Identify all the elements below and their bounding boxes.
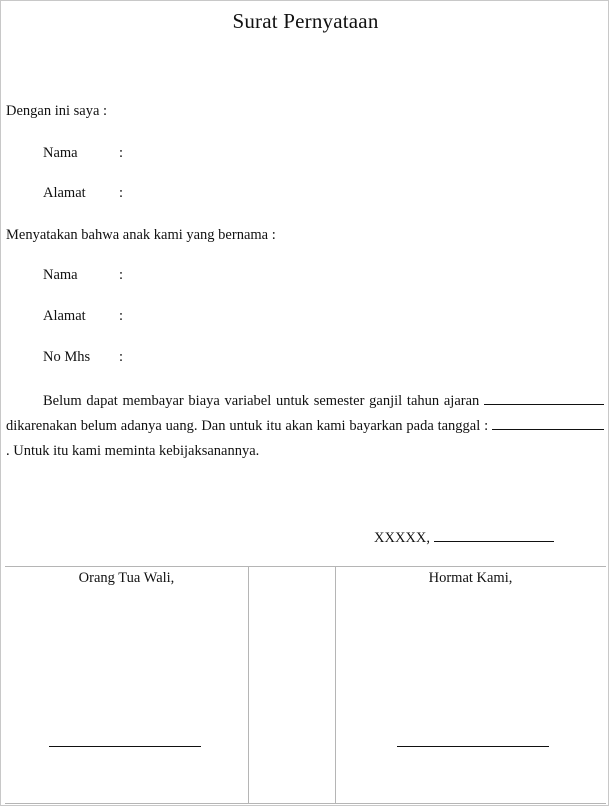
parent-signature-line [49,746,201,747]
parent-signature-label: Orang Tua Wali, [78,570,175,586]
page-title: Surat Pernyataan [232,9,379,33]
field-label: Nama [43,267,78,283]
place-date-line [374,527,554,547]
date-signature-blank [434,527,554,542]
sender-signature-line [397,746,549,747]
place-text: XXXXX, [374,530,430,546]
statement-text: Menyatakan bahwa anak kami yang bernama : [6,227,276,243]
field-separator: : [119,145,124,161]
parent-name-row [43,144,123,162]
body-text-part1: Belum dapat membayar biaya variabel untuk semester ganjil tahun ajaran [43,393,480,409]
signature-table [5,566,606,804]
signature-cell-right [335,567,606,803]
signature-cell-left [5,567,248,803]
field-separator: : [119,267,124,283]
field-label: Alamat [43,185,86,201]
body-text-part2: dikarenakan belum adanya uang. Dan untuk itu akan kami bayarkan pada tanggal : [6,418,489,434]
academic-year-blank [484,390,604,405]
date-blank [492,415,604,430]
field-label: Nama [43,145,78,161]
body-paragraph [6,389,604,464]
field-separator: : [119,308,124,324]
field-separator: : [119,349,124,365]
field-label: No Mhs [43,349,91,365]
field-separator: : [119,185,124,201]
sender-signature-label: Hormat Kami, [428,570,513,586]
intro-text: Dengan ini saya : [6,103,108,119]
signature-cell-middle [248,567,336,803]
student-number-row [43,348,123,366]
student-address-row [43,307,123,325]
body-text-part3: . Untuk itu kami meminta kebijaksanannya. [6,443,260,459]
student-name-row [43,266,123,284]
field-label: Alamat [43,308,86,324]
parent-address-row [43,184,123,202]
